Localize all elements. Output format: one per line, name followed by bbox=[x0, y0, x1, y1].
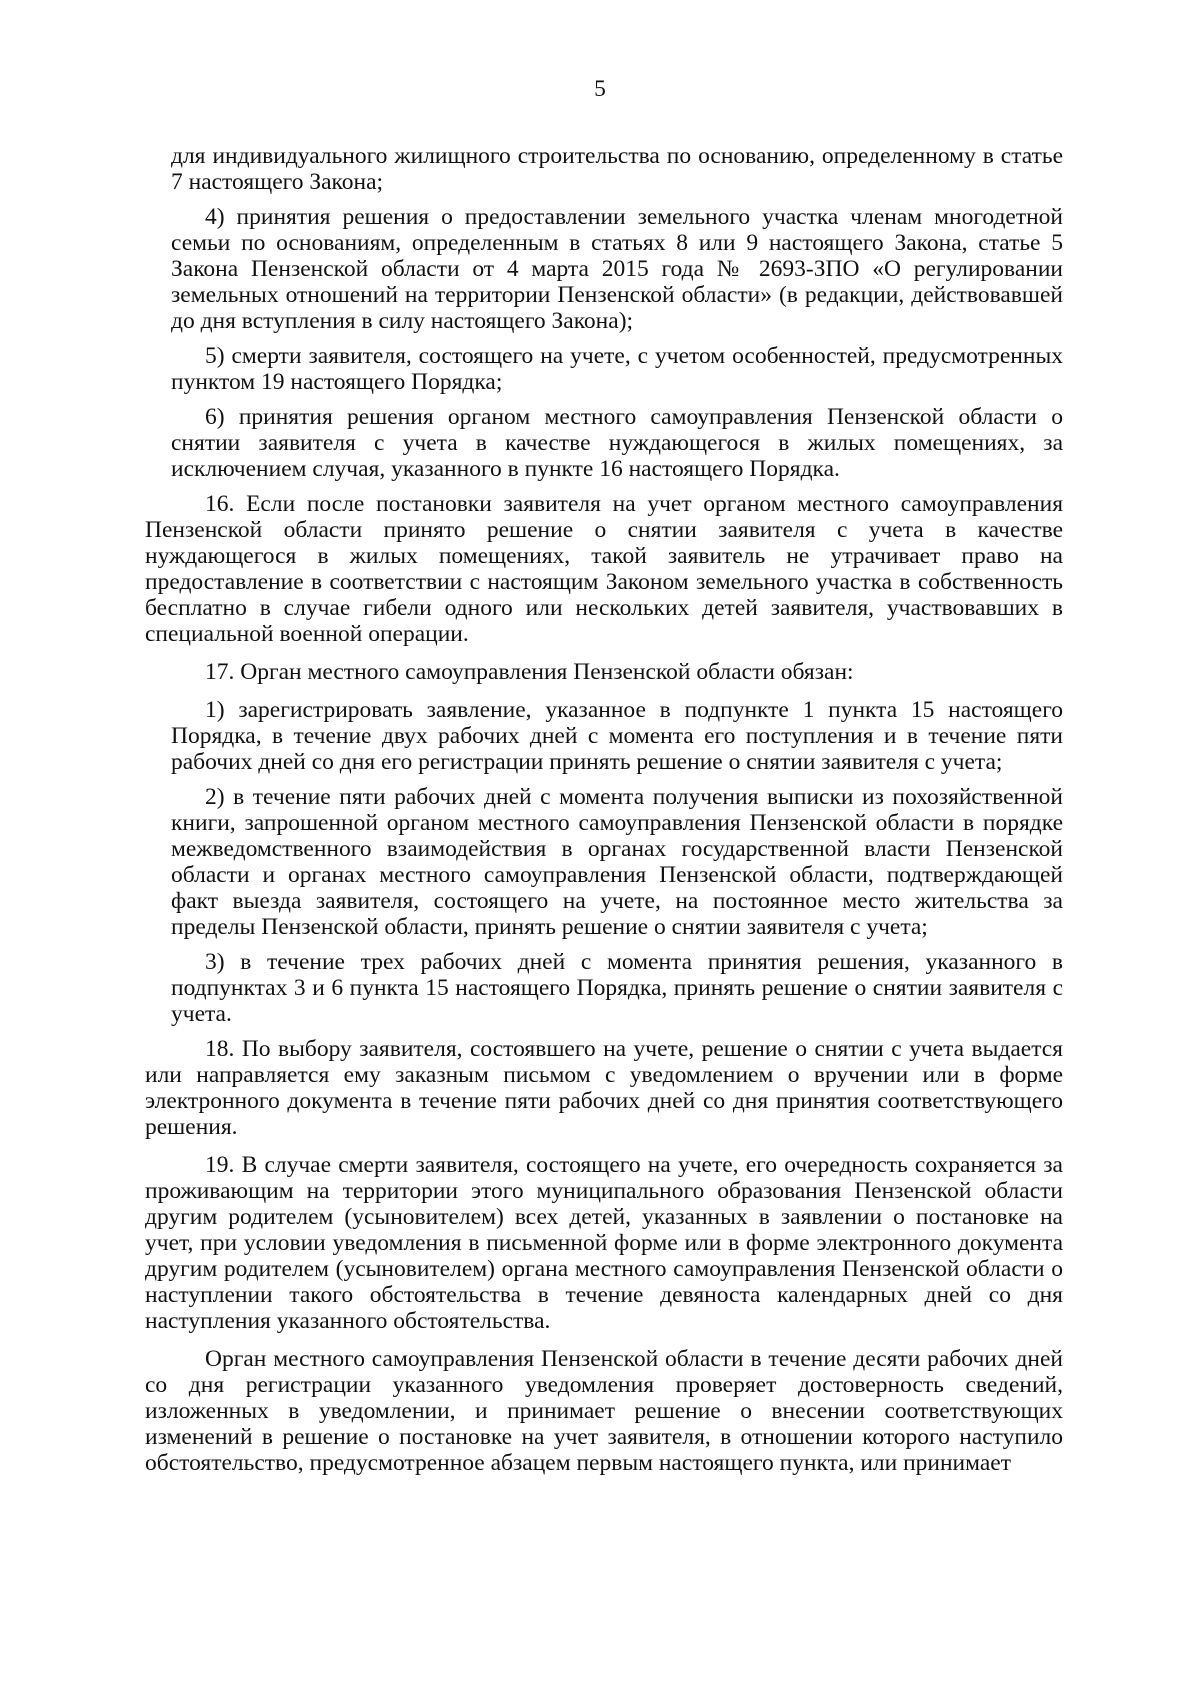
page-number: 5 bbox=[594, 76, 606, 102]
paragraph-18: 18. По выбору заявителя, состоявшего на учете, решение о снятии с учета выдается или направляется ему заказным письмом с уведомлением о вручении или в форме электронного документа в течение пяти рабочих дней со дня принятия соответствующего решения. bbox=[145, 1036, 1063, 1140]
paragraph-17: 17. Орган местного самоуправления Пензенской области обязан: bbox=[205, 659, 854, 685]
subitem-17-2: 2) в течение пяти рабочих дней с момента получения выписки из похозяйственной книги, запрошенной органом местного самоуправления Пензенской области в порядке межведомственного взаимодействия в органах государственной власти Пензенской области и органах местного самоуправления Пензенской области, подтверждающей факт выезда заявителя, состоящего на учете, на постоянное место жительства за пределы Пензенской области, принять решение о снятии заявителя с учета; bbox=[171, 784, 1063, 940]
paragraph-19-second: Орган местного самоуправления Пензенской области в течение десяти рабочих дней со дня регистрации указанного уведомления проверяет достоверность сведений, изложенных в уведомлении, и принимает решение о внесении соответствующих изменений в решение о постановке на учет заявителя, в отношении которого наступило обстоятельство, предусмотренное абзацем первым настоящего пункта, или принимает bbox=[145, 1346, 1063, 1476]
subitem-15-6: 6) принятия решения органом местного самоуправления Пензенской области о снятии заявителя с учета в качестве нуждающегося в жилых помещениях, за исключением случая, указанного в пункте 16 настоящего Порядка. bbox=[171, 404, 1063, 482]
document-body bbox=[145, 143, 1063, 1488]
paragraph-continuation: для индивидуального жилищного строительства по основанию, определенному в статье 7 настоящего Закона; bbox=[171, 143, 1063, 195]
paragraph-19: 19. В случае смерти заявителя, состоящего на учете, его очередность сохраняется за проживающим на территории этого муниципального образования Пензенской области другим родителем (усыновителем) всех детей, указанных в заявлении о постановке на учет, при условии уведомления в письменной форме или в форме электронного документа другим родителем (усыновителем) органа местного самоуправления Пензенской области о наступлении такого обстоятельства в течение девяноста календарных дней со дня наступления указанного обстоятельства. bbox=[145, 1152, 1063, 1334]
subitem-15-5: 5) смерти заявителя, состоящего на учете, с учетом особенностей, предусмотренных пунктом 19 настоящего Порядка; bbox=[171, 343, 1063, 395]
subitem-17-1: 1) зарегистрировать заявление, указанное в подпункте 1 пункта 15 настоящего Порядка, в течение двух рабочих дней с момента его поступления и в течение пяти рабочих дней со дня его регистрации принять решение о снятии заявителя с учета; bbox=[171, 697, 1063, 775]
subitem-17-3: 3) в течение трех рабочих дней с момента принятия решения, указанного в подпунктах 3 и 6 пункта 15 настоящего Порядка, принять решение о снятии заявителя с учета. bbox=[171, 949, 1063, 1027]
subitem-15-4: 4) принятия решения о предоставлении земельного участка членам многодетной семьи по основаниям, определенным в статьях 8 или 9 настоящего Закона, статье 5 Закона Пензенской области от 4 марта 2015 года № 2693-ЗПО «О регулировании земельных отношений на территории Пензенской области» (в редакции, действовавшей до дня вступления в силу настоящего Закона); bbox=[171, 204, 1063, 334]
paragraph-16: 16. Если после постановки заявителя на учет органом местного самоуправления Пензенской области принято решение о снятии заявителя с учета в качестве нуждающегося в жилых помещениях, такой заявитель не утрачивает право на предоставление в соответствии с настоящим Законом земельного участка в собственность бесплатно в случае гибели одного или нескольких детей заявителя, участвовавших в специальной военной операции. bbox=[145, 491, 1063, 647]
